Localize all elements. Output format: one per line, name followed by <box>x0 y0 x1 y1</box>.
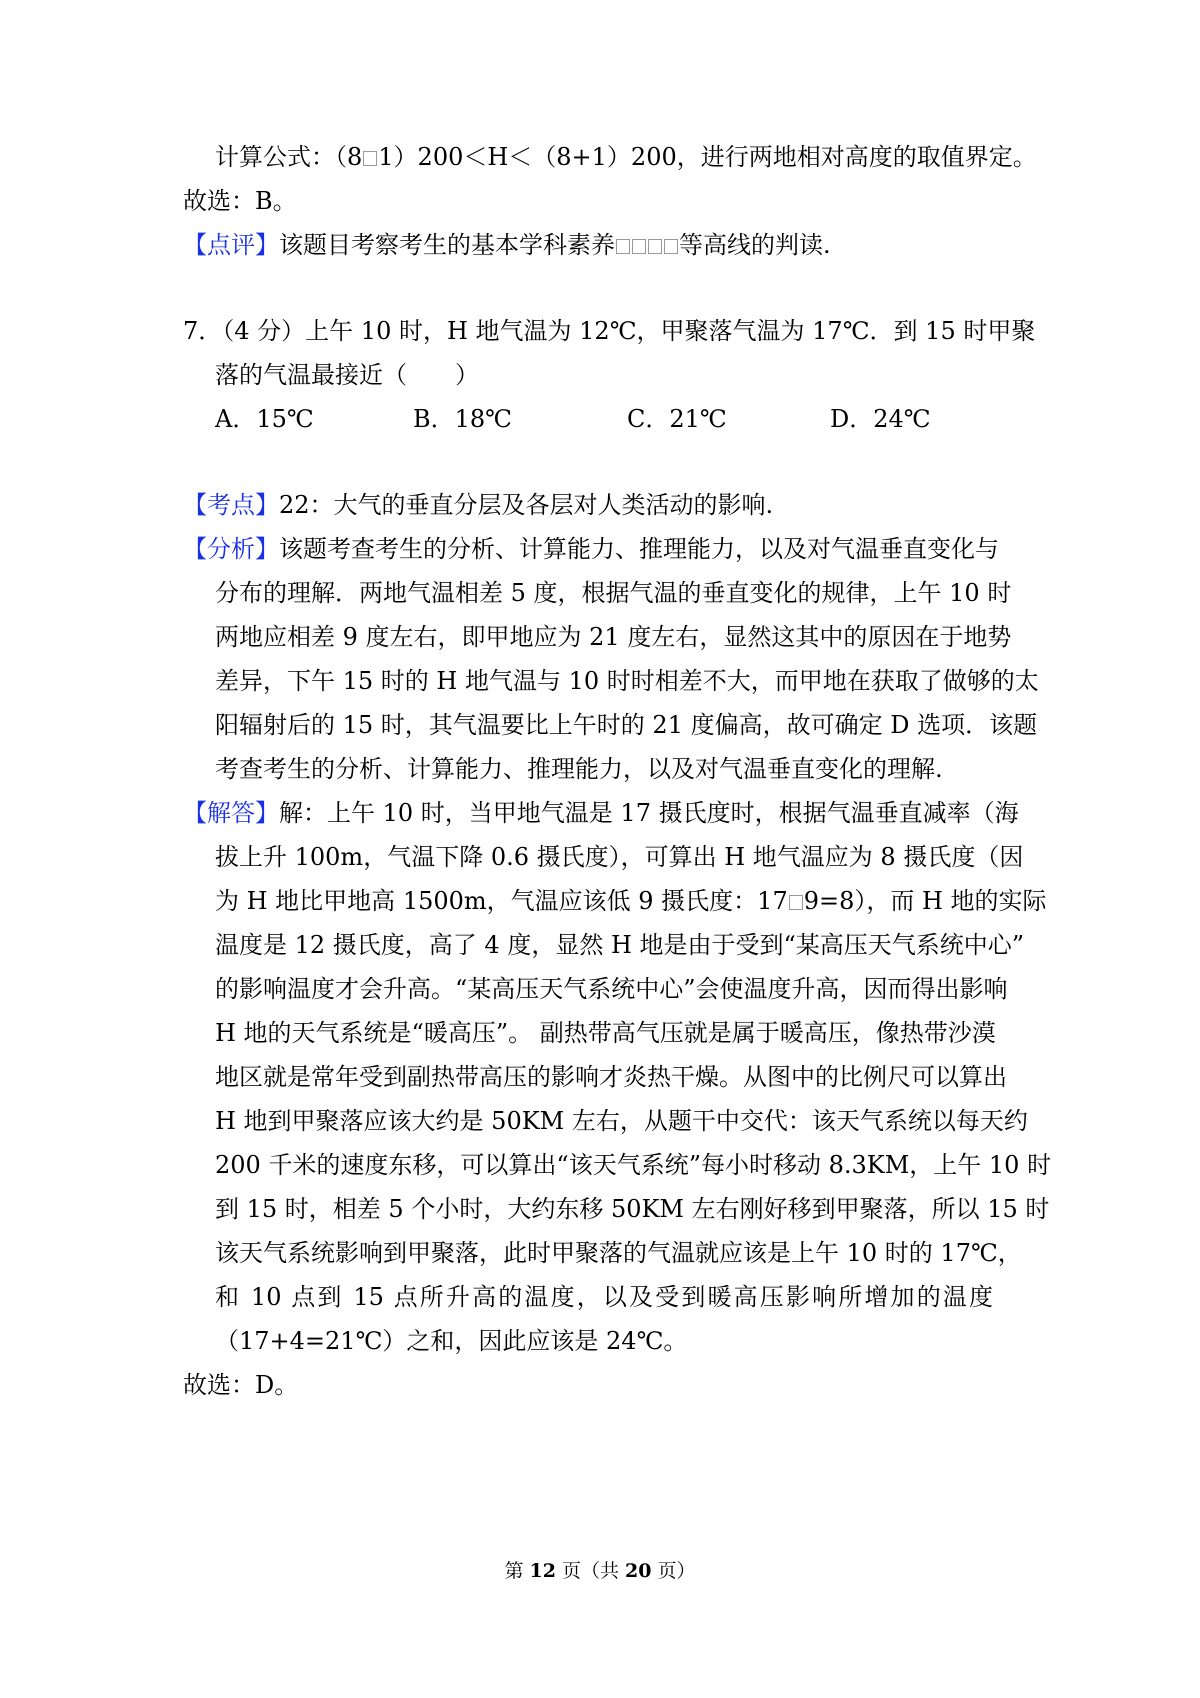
option-d: D．24℃ <box>830 405 931 433</box>
missing-glyph-box <box>789 895 803 910</box>
jieda-line: 拔上升 100m，气温下降 0.6 摄氏度），可算出 H 地气温应为 8 摄氏度（因 <box>215 843 1024 871</box>
comment-tag: 【点评】 <box>183 231 279 259</box>
comment-text-pre: 该题目考察考生的基本学科素养 <box>279 231 615 259</box>
option-b: B．18℃ <box>413 405 513 433</box>
jieda-line: 到 15 时，相差 5 个小时，大约东移 50KM 左右刚好移到甲聚落，所以 15 时 <box>215 1195 1050 1223</box>
formula-line <box>215 140 1037 174</box>
comment-text-post: 等高线的判读. <box>679 231 831 259</box>
jieda-line-3 <box>215 884 1047 918</box>
missing-glyph-box <box>632 239 646 254</box>
missing-glyph-box <box>664 239 678 254</box>
jieda-tag: 【解答】 <box>183 799 279 827</box>
footer-text: 页（共 <box>555 1560 626 1582</box>
comment-line <box>183 228 831 262</box>
kaodian-text: 22：大气的垂直分层及各层对人类活动的影响. <box>279 491 774 519</box>
jieda-text-post: 9=8），而 H 地的实际 <box>803 887 1047 915</box>
jieda-line: 地区就是常年受到副热带高压的影响才炎热干燥。从图中的比例尺可以算出 <box>215 1063 1007 1091</box>
fenxi-line: 分布的理解．两地气温相差 5 度，根据气温的垂直变化的规律，上午 10 时 <box>215 579 1012 607</box>
jieda-text-pre: 为 H 地比甲地高 1500m，气温应该低 9 摄氏度：17 <box>215 887 788 915</box>
page-footer <box>0 1558 1200 1584</box>
missing-glyph-box <box>363 151 377 166</box>
footer-text: 第 <box>504 1560 530 1582</box>
fenxi-line: 两地应相差 9 度左右，即甲地应为 21 度左右，显然这其中的原因在于地势 <box>215 623 1012 651</box>
fenxi-line: 阳辐射后的 15 时，其气温要比上午时的 21 度偏高，故可确定 D 选项．该题 <box>215 711 1038 739</box>
kaodian-tag: 【考点】 <box>183 491 279 519</box>
question-7-line-2: 落的气温最接近（ ） <box>215 361 479 389</box>
missing-glyph-box <box>616 239 630 254</box>
jieda-line-last: （17+4=21℃）之和，因此应该是 24℃。 <box>215 1327 688 1355</box>
jieda-line: 该天气系统影响到甲聚落，此时甲聚落的气温就应该是上午 10 时的 17℃， <box>215 1239 1022 1267</box>
formula-text-post: 1）200＜H＜（8+1）200，进行两地相对高度的取值界定。 <box>378 143 1037 171</box>
fenxi-line-1 <box>183 532 999 566</box>
jieda-text-first: 解：上午 10 时，当甲地气温是 17 摄氏度时，根据气温垂直减率（海 <box>279 799 1019 827</box>
fenxi-text-first: 该题考查考生的分析、计算能力、推理能力，以及对气温垂直变化与 <box>279 535 999 563</box>
jieda-line: 200 千米的速度东移，可以算出“该天气系统”每小时移动 8.3KM，上午 10 时 <box>215 1151 1052 1179</box>
jieda-line: H 地到甲聚落应该大约是 50KM 左右，从题干中交代：该天气系统以每天约 <box>215 1107 1028 1135</box>
option-c: C．21℃ <box>627 405 727 433</box>
option-a: A．15℃ <box>215 405 314 433</box>
answer-choice-b: 故选：B。 <box>183 187 297 215</box>
fenxi-line: 差异，下午 15 时的 H 地气温与 10 时时相差不大，而甲地在获取了做够的太 <box>215 667 1039 695</box>
missing-glyph-box <box>648 239 662 254</box>
jieda-line: 的影响温度才会升高。“某高压天气系统中心”会使温度升高，因而得出影响 <box>215 975 1008 1003</box>
jieda-line: H 地的天气系统是“暖高压”。 副热带高气压就是属于暖高压，像热带沙漠 <box>215 1019 996 1047</box>
jieda-line: 温度是 12 摄氏度，高了 4 度，显然 H 地是由于受到“某高压天气系统中心” <box>215 931 1025 959</box>
missing-glyph-boxes <box>615 231 679 259</box>
fenxi-line-last: 考查考生的分析、计算能力、推理能力，以及对气温垂直变化的理解. <box>215 755 943 783</box>
answer-choice-d: 故选：D。 <box>183 1371 299 1399</box>
jieda-line: 和 10 点到 15 点所升高的温度，以及受到暖高压影响所增加的温度 <box>215 1283 993 1311</box>
kaodian-line <box>183 488 773 522</box>
jieda-line-1 <box>183 796 1019 830</box>
formula-text-pre: 计算公式：（8 <box>215 143 363 171</box>
total-pages-number: 20 <box>625 1560 652 1582</box>
fenxi-tag: 【分析】 <box>183 535 279 563</box>
current-page-number: 12 <box>529 1560 556 1582</box>
footer-text: 页） <box>651 1560 696 1582</box>
question-7-line-1: 7．（4 分）上午 10 时，H 地气温为 12℃，甲聚落气温为 17℃．到 15 时甲聚 <box>183 317 1036 345</box>
